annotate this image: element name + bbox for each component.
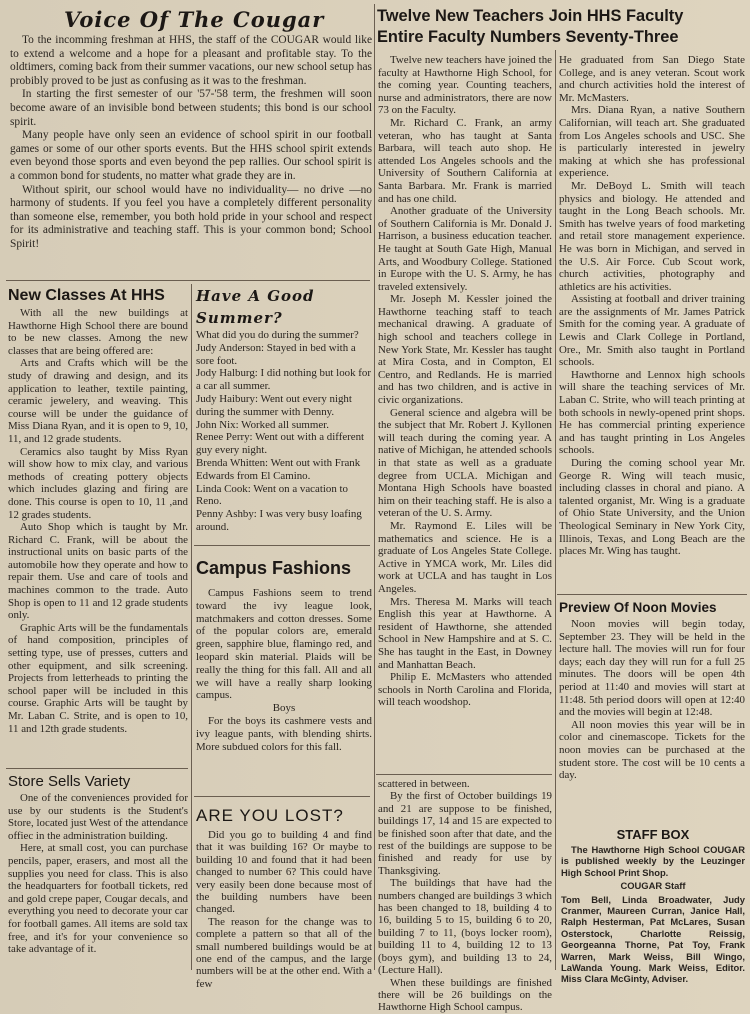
staff-intro: The Hawthorne High School COUGAR is published weekly by the Leuzinger High School Print Shop. bbox=[561, 844, 745, 878]
summer-line: Brenda Whitten: Went out with Frank Edwards from El Camino. bbox=[196, 456, 361, 482]
voice-paragraph-4: Without spirit, our school would have no individuality— no drive —no harmony of students. If you feel you have a completely different personality than someone else, remember, you both hold pride in your school and respect for its administrative and teaching staff. This is your common bond; School Spirit! bbox=[10, 183, 372, 250]
fashions-section bbox=[196, 553, 372, 753]
classes-paragraph-1: With all the new buildings at Hawthorne High School there are bound to be new classes. Among the new classes that are being offered are: bbox=[8, 307, 188, 357]
divider-fashions-lost bbox=[194, 796, 370, 797]
voice-section bbox=[10, 6, 372, 252]
store-paragraph-2: Here, at small cost, you can purchase pencils, paper, erasers, and most all the supplies you need for class. This is also the headquarters for football tickets, red and gold crepe paper, Cougar decals, and everything you need to decorate your car for football games. All items are sold tax free, and it's for your convenience so take advantage of it. bbox=[8, 842, 188, 956]
summer-line: Judy Haibury: Went out every night during the summer with Denny. bbox=[196, 392, 352, 418]
lost-paragraph-2: The reason for the change was to complete a pattern so that all of the small numbered buildings would be at one end of the campus, and the large numbers will be at the other end. With a few bbox=[196, 915, 372, 990]
classes-section bbox=[8, 285, 188, 735]
lost-section bbox=[196, 803, 372, 990]
divider-summer-fashions bbox=[194, 545, 370, 546]
fashions-boys-heading: Boys bbox=[272, 702, 296, 715]
summer-line: Penny Ashby: I was very busy loafing around. bbox=[196, 508, 362, 533]
teachers-paragraph: Mrs. Theresa M. Marks will teach English this year at Hawthorne. A resident of Hawthorne, she attended School in New Hampshire and at S. C. She has taught in the East, in Downey and Manhattan Beach. bbox=[378, 595, 552, 671]
classes-paragraph-2: Arts and Crafts which will be the study of drawing and design, and its application to leather, textile painting, ceramic jewelery, and weaving. This course will be under the guidance of Miss Diana Ryan, and it is open to 9, 10, 11, and 12 grade students. bbox=[8, 357, 188, 445]
voice-paragraph-1: To the incomming freshman at HHS, the staff of the COUGAR would like to extend a welcome and a hope for a pleasant and profitable stay. To the oldtimers, coming back from their summer vacations, our new school setup has probibly proved to be just as confusing as it was to the freshman. bbox=[10, 34, 372, 87]
movies-paragraph-1: Noon movies will begin today, September 23. They will be held in the lecture hall. The movies will run for four days; each day they will run for a full 25 minutes. The doors will be open 4th period at 11:40 and movies will start at 11:48. 5th period doors will open at 12:40 and the movies will begin at 12:48. bbox=[559, 618, 745, 719]
teachers-paragraph: During the coming school year Mr. George R. Wing will teach music, including classes in choral and piano. A talented organist, Mr. Wing is a graduate of Ohio State University, and the Union Theological Seminary in New York City, Illinois, Texas, and Long Beach are the places Mr. Wing has taught. bbox=[559, 457, 745, 558]
divider-voice bbox=[6, 280, 370, 281]
store-title: Store Sells Variety bbox=[8, 773, 131, 790]
voice-paragraph-2: In starting the first semester of our '57-'58 term, the freshmen will soon become aware of an invisible bond between students; this bond is our school spirit. bbox=[10, 88, 372, 128]
lost-cont-paragraph: The buildings that have had the numbers changed are buildings 3 which has been changed to 18, building 4 to 16, building 5 to 15, building 6 to 20, building 7 to 11, (boys locker room), building 11 to 4, building 12 to 13 (boys gym), and building 13 to 24, (Lecture Hall). bbox=[378, 877, 552, 977]
teachers-paragraph: Another graduate of the University of Southern California is Mr. Donald J. Harrison, a business education teacher. He taught at South Gate High, Manual Arts, and Woodbury College. Stationed in Europe with the U. S. Army, he has traveled extensively. bbox=[378, 205, 552, 293]
lost-title: ARE YOU LOST? bbox=[196, 806, 344, 825]
teachers-paragraph: Mrs. Diana Ryan, a native Southern Californian, will teach art. She graduated from Los Angeles schools and USC. She is particularly interested in jewelry making at which she has professional experience. bbox=[559, 104, 745, 180]
teachers-paragraph: Mr. Raymond E. Liles will be mathematics and science. He is a graduate of Los Angeles State College. Active in YMCA work, Mr. Liles did work at UCLA and has taught in Los Angeles. bbox=[378, 519, 552, 595]
summer-line: Jody Halburg: I did nothing but look for a car all summer. bbox=[196, 367, 371, 393]
classes-paragraph-3: Ceramics also taught by Miss Ryan will show how to mix clay, and various methods of creating pottery objects which includes glazing and firing are done. This course is open to 10, 11 ,and 12 grades students. bbox=[8, 445, 188, 521]
store-paragraph-1: One of the conveniences provided for use by our students is the Student's Store, located just West of the attendance offiec in the administration building. bbox=[8, 792, 188, 842]
staff-heading: COUGAR Staff bbox=[620, 880, 686, 892]
movies-section bbox=[559, 598, 745, 782]
teachers-paragraph: Mr. Richard C. Frank, an army veteran, who has taught at Santa Barbara, will teach auto shop. He attended Los Angeles schools and the University of Southern California at Santa Barbara. Mr. Frank is married and has one child. bbox=[378, 116, 552, 205]
lost-cont-paragraph: By the first of October buildings 19 and 21 are suppose to be finished, buildings 17, 14 and 15 are expected to be finished soon after that date, and the rest of the buildings are suppose to be finished and ready for use by Thanksgiving. bbox=[378, 790, 552, 877]
teachers-paragraph: Hawthorne and Lennox high schools will share the teaching services of Mr. Laban C. Strite, who will teach printing at both schools in newly-opened print shops. He has commercial printing experience and has taught printing in Los Angeles schools. bbox=[559, 368, 745, 457]
voice-title: Voice Of The Cougar bbox=[64, 7, 325, 32]
summer-title: Have A Good Summer? bbox=[196, 287, 315, 327]
teachers-paragraph: General science and algebra will be the subject that Mr. Robert J. Kyllonen will teach during the coming year. A native of Michigan, he attended schools in that state as well as a graduate degree from UCLA. Michigan and Montana High Schools have boasted him on their teaching staff. He is also a veteran of the U. S. Army. bbox=[378, 406, 552, 520]
classes-paragraph-4: Auto Shop which is taught by Mr. Richard C. Frank, will be about the instructional units on basic parts of the automobile how they operate and how to repair them. Use and care of tools and machines common to the trade. Auto Shop is open to 11 and 12 grade students only. bbox=[8, 521, 188, 622]
summer-section bbox=[196, 285, 372, 534]
teachers-paragraph: He graduated from San Diego State College, and is aney veteran. Scout work and church activities hold the interest of Mr. McMasters. bbox=[559, 54, 745, 104]
teachers-paragraph: Mr. Joseph M. Kessler joined the Hawthorne teaching staff to teach mechanical drawing. A graduate of high school and teachers college in New York State, Mr. Kessler has taught at Mira Costa, and in Compton, El Centro, and Redlands. He is married and has two children, and is active in civic organizations. bbox=[378, 293, 552, 407]
teachers-paragraph: Philip E. McMasters who attended schools in North Carolina and Florida, will teach woodshop. bbox=[378, 671, 552, 709]
fashions-boys-text: For the boys its cashmere vests and ivy league pants, with blending shirts. More subdued colors for this fall. bbox=[196, 714, 372, 753]
staff-names: Tom Bell, Linda Broadwater, Judy Cranmer, Maureen Curran, Janice Hall, Ralph Hesterman, Pat McLares, Susan Osterstock, Charlotte Reissig, Georgeanna Thorne, Pat Toy, Frank Warren, Mark Weiss, Bill Wingo, LaWanda Young. Mark Weiss, Editor. Miss Clara McGinty, Adviser. bbox=[561, 893, 745, 985]
movies-paragraph-2: All noon movies this year will be in color and cinemascope. Tickets for the noon movies can be purchased at the student store. The cost will be 10 cents a day. bbox=[559, 718, 745, 782]
staff-box bbox=[561, 826, 745, 985]
lost-cont-paragraph: When these buildings are finished there will be 26 buildings on the Hawthorne High School campus. bbox=[378, 976, 552, 1014]
summer-line: Renee Perry: Went out with a different guy every night. bbox=[196, 431, 365, 457]
teachers-paragraph: Mr. DeBoyd L. Smith will teach physics and biology. He attended and taught in the Long Beach schools. Mr. Smith has twelve years of food marketing and retail store management experience. He was born in Michigan, and served in the U.S. Air Force. Cub Scout work, church activities, photography and athletics are his activities. bbox=[559, 179, 745, 293]
divider-classes-store bbox=[6, 768, 188, 769]
divider-vertical-left bbox=[191, 284, 192, 970]
teachers-title-2: Entire Faculty Numbers Seventy-Three bbox=[377, 28, 679, 46]
teachers-paragraph: Assisting at football and driver training are the assignments of Mr. James Patrick Smith for the coming year. A graduate of Lewis and Clark College in Portland, Ore., Mr. Smith also taught in Portland schools. bbox=[559, 293, 745, 369]
lost-continued bbox=[378, 778, 552, 1014]
teachers-paragraph: Twelve new teachers have joined the faculty at Hawthorne High School, for the coming year. Counting teachers, nurse and administrators, there are now 73 on the Faculty. bbox=[378, 54, 552, 117]
fashions-paragraph-1: Campus Fashions seem to trend toward the ivy league look, matchmakers and cotton dresses. Some of the popular colors are, emerald green, sapphire blue, flamingo red, and leopard skin material. Plaids will be really the thing for this fall. All and all we will have a really sharp looking campus. bbox=[196, 587, 372, 702]
teachers-column-1 bbox=[378, 54, 552, 709]
summer-line: Linda Cook: Went on a vacation to Reno. bbox=[196, 482, 348, 508]
classes-title: New Classes At HHS bbox=[8, 287, 165, 304]
teachers-column-2 bbox=[559, 54, 745, 558]
voice-paragraph-3: Many people have only seen an evidence of school spirit in our football games or some of our other sports events. But the HHS school spirit extends even beyond those sports and even beyond the pep rallies. Our school spirit is a common bond for students, no matter what grade they are in. bbox=[10, 129, 372, 182]
summer-line: What did you do during the summer? bbox=[196, 329, 359, 341]
divider-teachers-lost bbox=[376, 774, 552, 775]
store-section bbox=[8, 772, 188, 956]
lost-cont-paragraph: scattered in between. bbox=[378, 778, 470, 790]
summer-line: John Nix: Worked all summer. bbox=[196, 418, 329, 431]
movies-title: Preview Of Noon Movies bbox=[559, 600, 717, 615]
summer-line: Judy Anderson: Stayed in bed with a sore foot. bbox=[196, 341, 356, 367]
fashions-title: Campus Fashions bbox=[196, 558, 352, 578]
divider-teachers-movies bbox=[557, 594, 747, 595]
staff-box-title: STAFF BOX bbox=[616, 827, 690, 842]
classes-paragraph-5: Graphic Arts will be the fundamentals of hand composition, principles of setting type, use of presses, cutters and other equipment, and silk screening. Projects from letterheads to printing the school paper will be included in this course. Graphic Arts will be taught by Mr. Laban C. Strite, and is open to 10, 11 and 12th grade students. bbox=[8, 621, 188, 735]
divider-vertical-center bbox=[374, 4, 375, 970]
teachers-headline bbox=[377, 6, 749, 48]
lost-paragraph-1: Did you go to building 4 and find that it was building 16? Or maybe to building 10 and found that it had been changed to number 6? This could have very easily been done because most of the building numbers have been changed. bbox=[196, 829, 372, 916]
teachers-title-1: Twelve New Teachers Join HHS Faculty bbox=[377, 7, 684, 25]
divider-vertical-right bbox=[555, 50, 556, 970]
